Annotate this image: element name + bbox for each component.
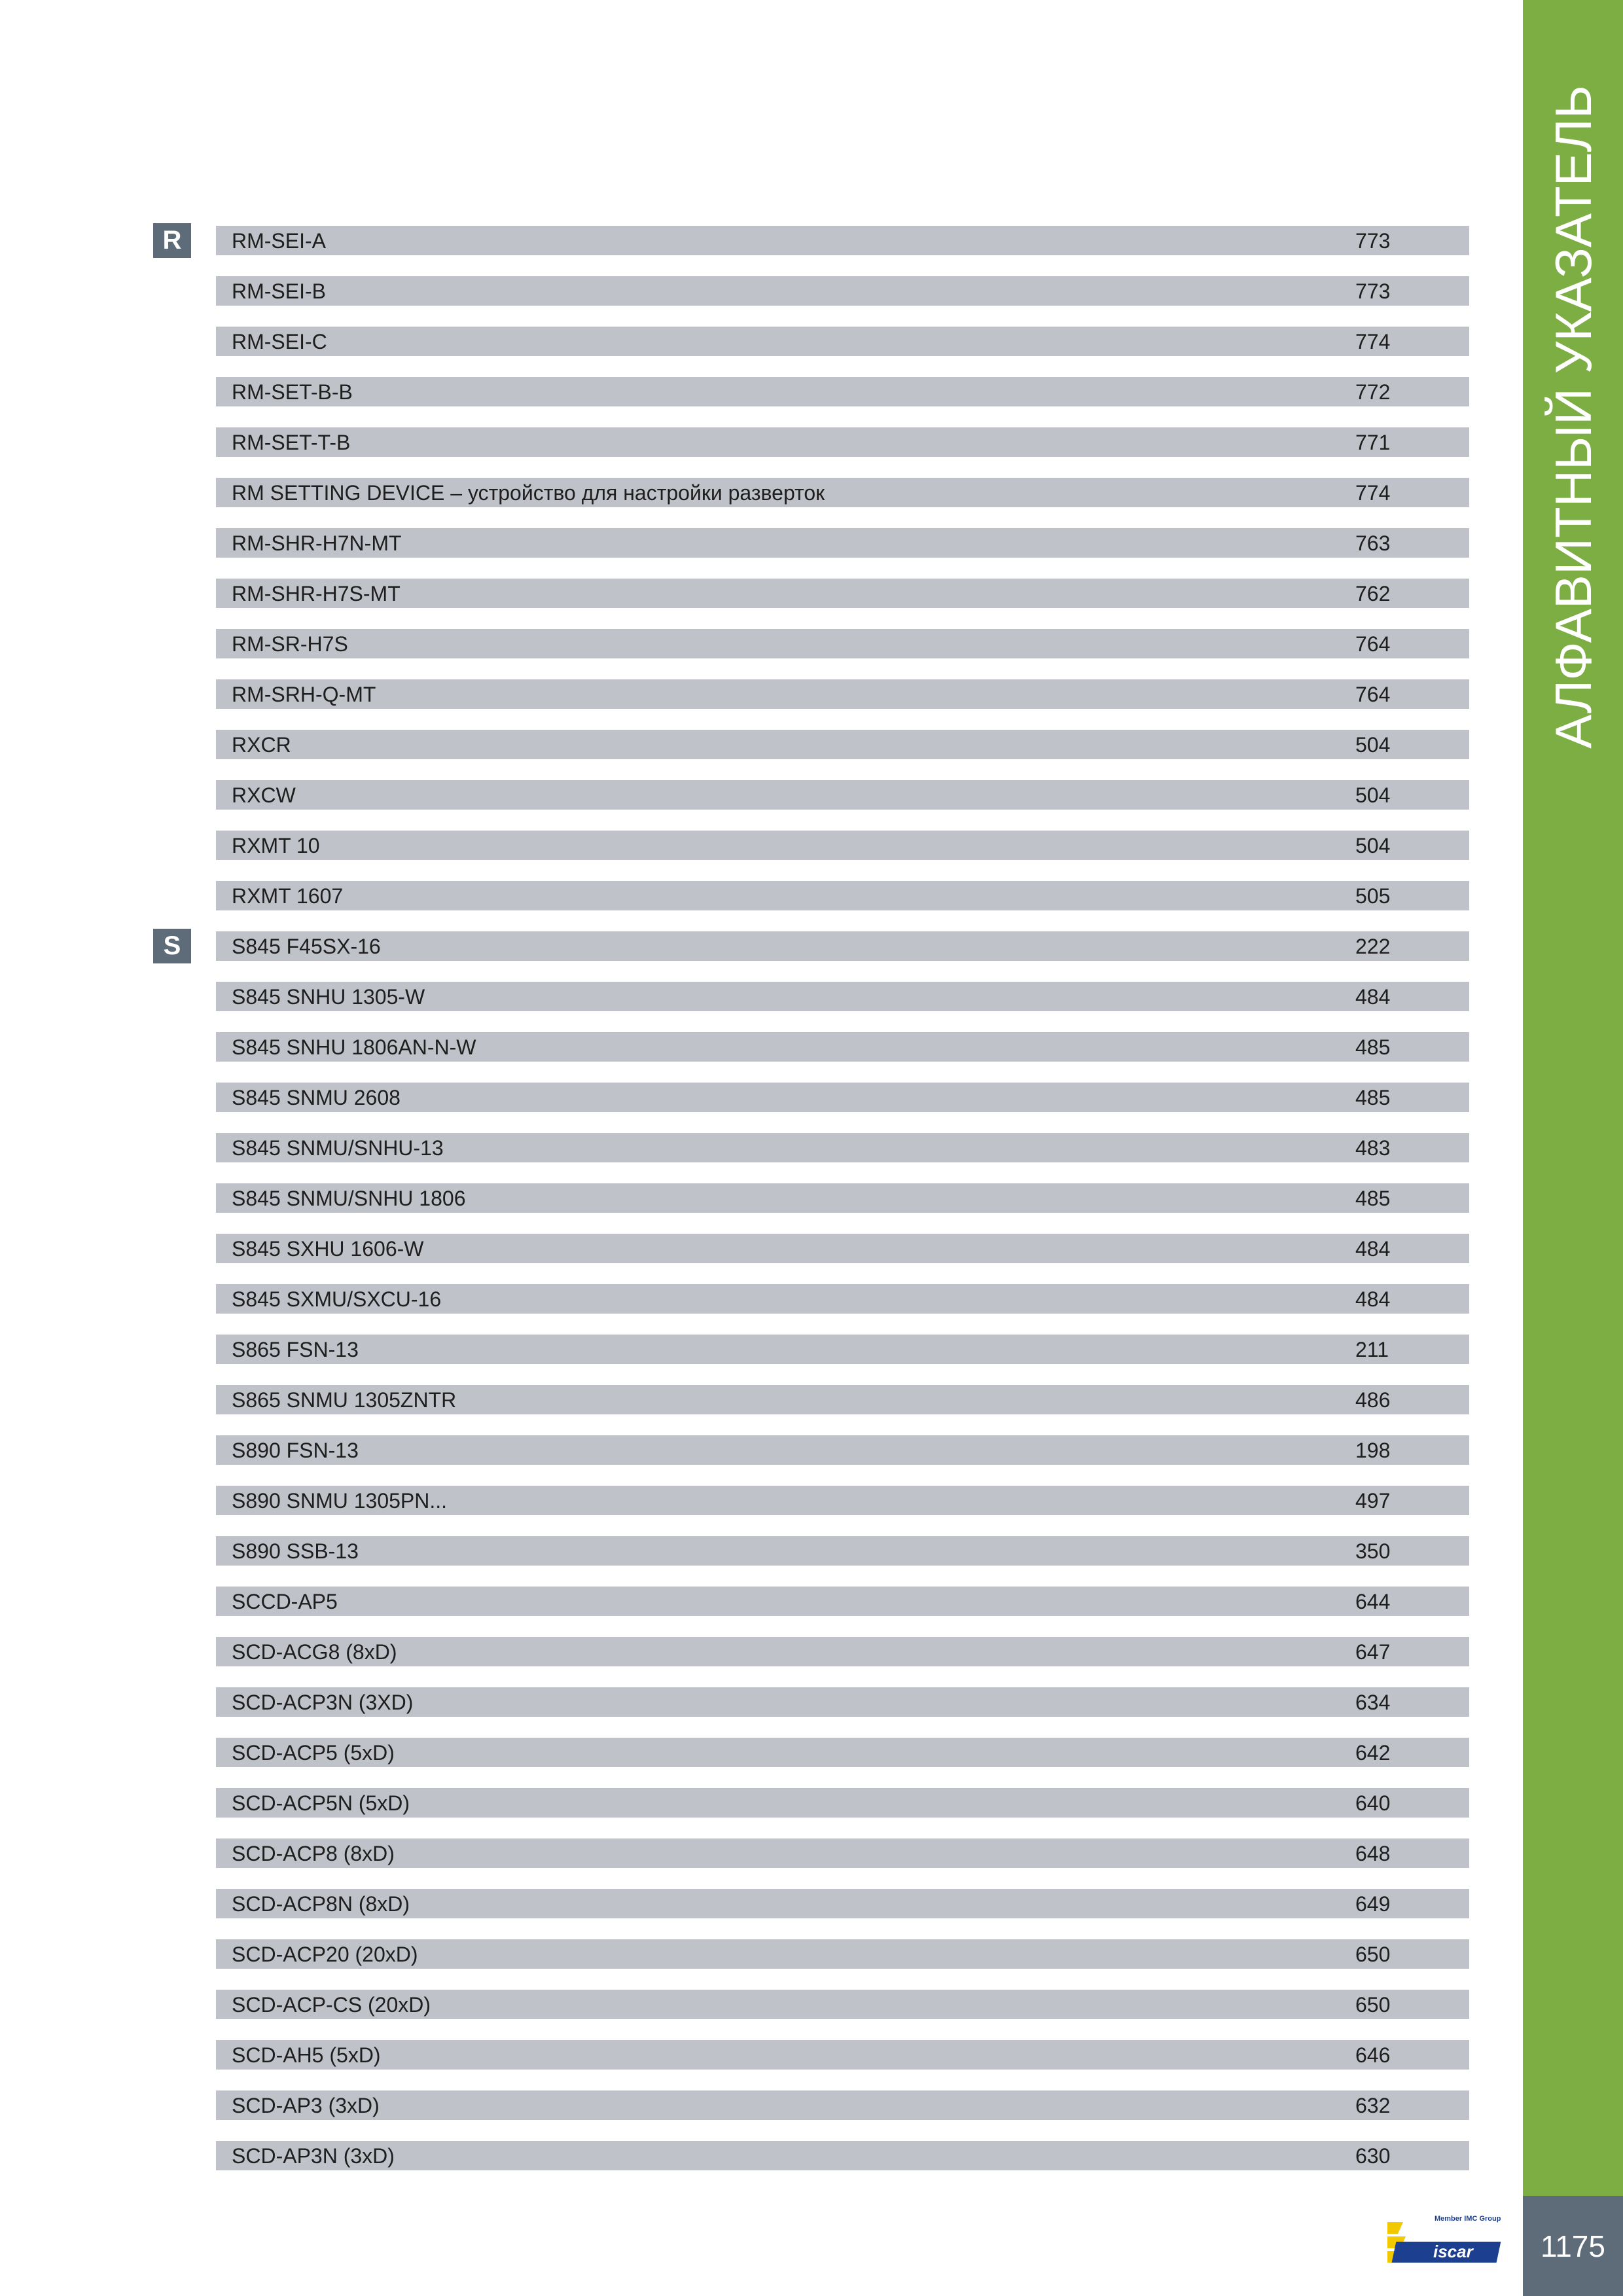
- logo-brand: iscar: [1433, 2242, 1473, 2261]
- entry-page: 771: [1355, 431, 1391, 454]
- page-number-box: [1523, 2196, 1623, 2296]
- entry-name: S865 FSN-13: [232, 1338, 359, 1361]
- entry-page: 650: [1355, 1993, 1391, 2017]
- entry-page: 640: [1355, 1791, 1391, 1815]
- entry-page: 211: [1355, 1338, 1389, 1361]
- entry-name: RXCW: [232, 783, 296, 807]
- entry-page: 485: [1355, 1187, 1391, 1210]
- index-row: [216, 1738, 1469, 1767]
- index-row: [216, 1385, 1469, 1414]
- entry-name: RM-SHR-H7N-MT: [232, 531, 402, 555]
- index-row: [216, 931, 1469, 961]
- logo-tagline: Member IMC Group: [1435, 2215, 1501, 2223]
- index-row: [216, 1133, 1469, 1162]
- section-letter-r: R: [153, 223, 191, 258]
- entry-name: SCD-ACP5N (5xD): [232, 1791, 410, 1815]
- index-row: [216, 629, 1469, 658]
- entry-name: S845 SXHU 1606-W: [232, 1237, 424, 1261]
- entry-page: 222: [1355, 935, 1391, 958]
- entry-name: S890 SSB-13: [232, 1539, 359, 1563]
- index-row: [216, 478, 1469, 507]
- entry-name: SCD-ACG8 (8xD): [232, 1640, 397, 1664]
- index-row: [216, 1587, 1469, 1616]
- index-row: [216, 1284, 1469, 1314]
- index-row: [216, 226, 1469, 255]
- entry-page: 484: [1355, 1287, 1391, 1311]
- index-row: [216, 2040, 1469, 2070]
- entry-name: RM-SEI-A: [232, 229, 326, 253]
- entry-page: 649: [1355, 1892, 1391, 1916]
- index-row: [216, 1335, 1469, 1364]
- index-row: [216, 1435, 1469, 1465]
- entry-name: SCD-ACP5 (5xD): [232, 1741, 395, 1765]
- entry-name: S845 SNHU 1806AN-N-W: [232, 1035, 476, 1059]
- index-row: [216, 730, 1469, 759]
- entry-name: S890 FSN-13: [232, 1439, 359, 1462]
- entry-page: 632: [1355, 2094, 1391, 2117]
- index-sidebar: [1523, 0, 1623, 2196]
- entry-name: RXMT 10: [232, 834, 320, 857]
- index-row: [216, 679, 1469, 709]
- entry-page: 772: [1355, 380, 1391, 404]
- entry-name: RM-SRH-Q-MT: [232, 683, 376, 706]
- entry-page: 483: [1355, 1136, 1391, 1160]
- entry-name: SCD-AP3N (3xD): [232, 2144, 395, 2168]
- entry-page: 630: [1355, 2144, 1391, 2168]
- index-row: [216, 1839, 1469, 1868]
- index-row: [216, 1032, 1469, 1062]
- entry-name: S845 SNMU 2608: [232, 1086, 401, 1109]
- index-row: [216, 2090, 1469, 2120]
- page-number: 1175: [1541, 2229, 1605, 2263]
- entry-name: S890 SNMU 1305PN...: [232, 1489, 448, 1513]
- index-row: [216, 327, 1469, 356]
- entry-name: S845 SNHU 1305-W: [232, 985, 425, 1009]
- entry-name: SCD-AP3 (3xD): [232, 2094, 380, 2117]
- entry-page: 504: [1355, 783, 1391, 807]
- entry-name: S845 SNMU/SNHU 1806: [232, 1187, 466, 1210]
- entry-page: 774: [1355, 330, 1391, 353]
- entry-page: 497: [1355, 1489, 1391, 1513]
- iscar-logo: [1386, 2209, 1514, 2271]
- entry-page: 762: [1355, 582, 1391, 605]
- index-row: [216, 982, 1469, 1011]
- entry-page: 634: [1355, 1691, 1391, 1714]
- entry-page: 648: [1355, 1842, 1391, 1865]
- index-row: [216, 1687, 1469, 1717]
- sidebar-title: АЛФАВИТНЫЙ УКАЗАТЕЛЬ: [1544, 85, 1602, 749]
- entry-name: RM-SR-H7S: [232, 632, 348, 656]
- sidebar-title-container: [1523, 85, 1623, 749]
- index-row: [216, 1637, 1469, 1666]
- index-row: [216, 1486, 1469, 1515]
- entry-name: SCD-ACP3N (3XD): [232, 1691, 414, 1714]
- index-row: [216, 1183, 1469, 1213]
- entry-name: SCCD-AP5: [232, 1590, 338, 1613]
- entry-page: 484: [1355, 1237, 1391, 1261]
- entry-page: 763: [1355, 531, 1391, 555]
- entry-name: S845 SNMU/SNHU-13: [232, 1136, 444, 1160]
- entry-name: S845 F45SX-16: [232, 935, 381, 958]
- entry-page: 774: [1355, 481, 1391, 505]
- entry-name: SCD-ACP-CS (20xD): [232, 1993, 431, 2017]
- index-row: [216, 881, 1469, 910]
- entry-page: 646: [1355, 2043, 1391, 2067]
- entry-name: RM-SEI-B: [232, 279, 326, 303]
- entry-page: 647: [1355, 1640, 1391, 1664]
- index-row: [216, 1788, 1469, 1818]
- index-row: [216, 1939, 1469, 1969]
- index-row: [216, 831, 1469, 860]
- entry-name: RM SETTING DEVICE – устройство для настройки разверток: [232, 481, 825, 505]
- entry-name: S865 SNMU 1305ZNTR: [232, 1388, 457, 1412]
- entry-page: 350: [1355, 1539, 1391, 1563]
- index-row: [216, 1536, 1469, 1566]
- entry-name: RM-SEI-C: [232, 330, 327, 353]
- entry-page: 504: [1355, 733, 1391, 757]
- index-row: [216, 780, 1469, 810]
- index-row: [216, 427, 1469, 457]
- index-row: [216, 1889, 1469, 1918]
- entry-name: RM-SHR-H7S-MT: [232, 582, 401, 605]
- entry-name: SCD-ACP8N (8xD): [232, 1892, 410, 1916]
- entry-page: 764: [1355, 632, 1391, 656]
- entry-page: 485: [1355, 1035, 1391, 1059]
- entry-name: RXMT 1607: [232, 884, 344, 908]
- index-row: [216, 1083, 1469, 1112]
- entry-name: SCD-ACP20 (20xD): [232, 1943, 418, 1966]
- entry-name: RXCR: [232, 733, 291, 757]
- entry-name: S845 SXMU/SXCU-16: [232, 1287, 442, 1311]
- index-row: [216, 579, 1469, 608]
- entry-page: 764: [1355, 683, 1391, 706]
- entry-name: SCD-ACP8 (8xD): [232, 1842, 395, 1865]
- entry-page: 773: [1355, 279, 1391, 303]
- index-row: [216, 1234, 1469, 1263]
- entry-page: 485: [1355, 1086, 1391, 1109]
- index-row: [216, 2141, 1469, 2170]
- entry-page: 642: [1355, 1741, 1391, 1765]
- entry-page: 650: [1355, 1943, 1391, 1966]
- entry-page: 773: [1355, 229, 1391, 253]
- index-row: [216, 276, 1469, 306]
- entry-page: 484: [1355, 985, 1391, 1009]
- index-row: [216, 1990, 1469, 2019]
- entry-page: 505: [1355, 884, 1391, 908]
- entry-name: SCD-AH5 (5xD): [232, 2043, 381, 2067]
- entry-page: 504: [1355, 834, 1391, 857]
- entry-name: RM-SET-T-B: [232, 431, 351, 454]
- entry-name: RM-SET-B-B: [232, 380, 353, 404]
- index-row: [216, 528, 1469, 558]
- section-letter-s: S: [153, 929, 191, 963]
- entry-page: 644: [1355, 1590, 1391, 1613]
- entry-page: 198: [1355, 1439, 1391, 1462]
- index-row: [216, 377, 1469, 406]
- entry-page: 486: [1355, 1388, 1391, 1412]
